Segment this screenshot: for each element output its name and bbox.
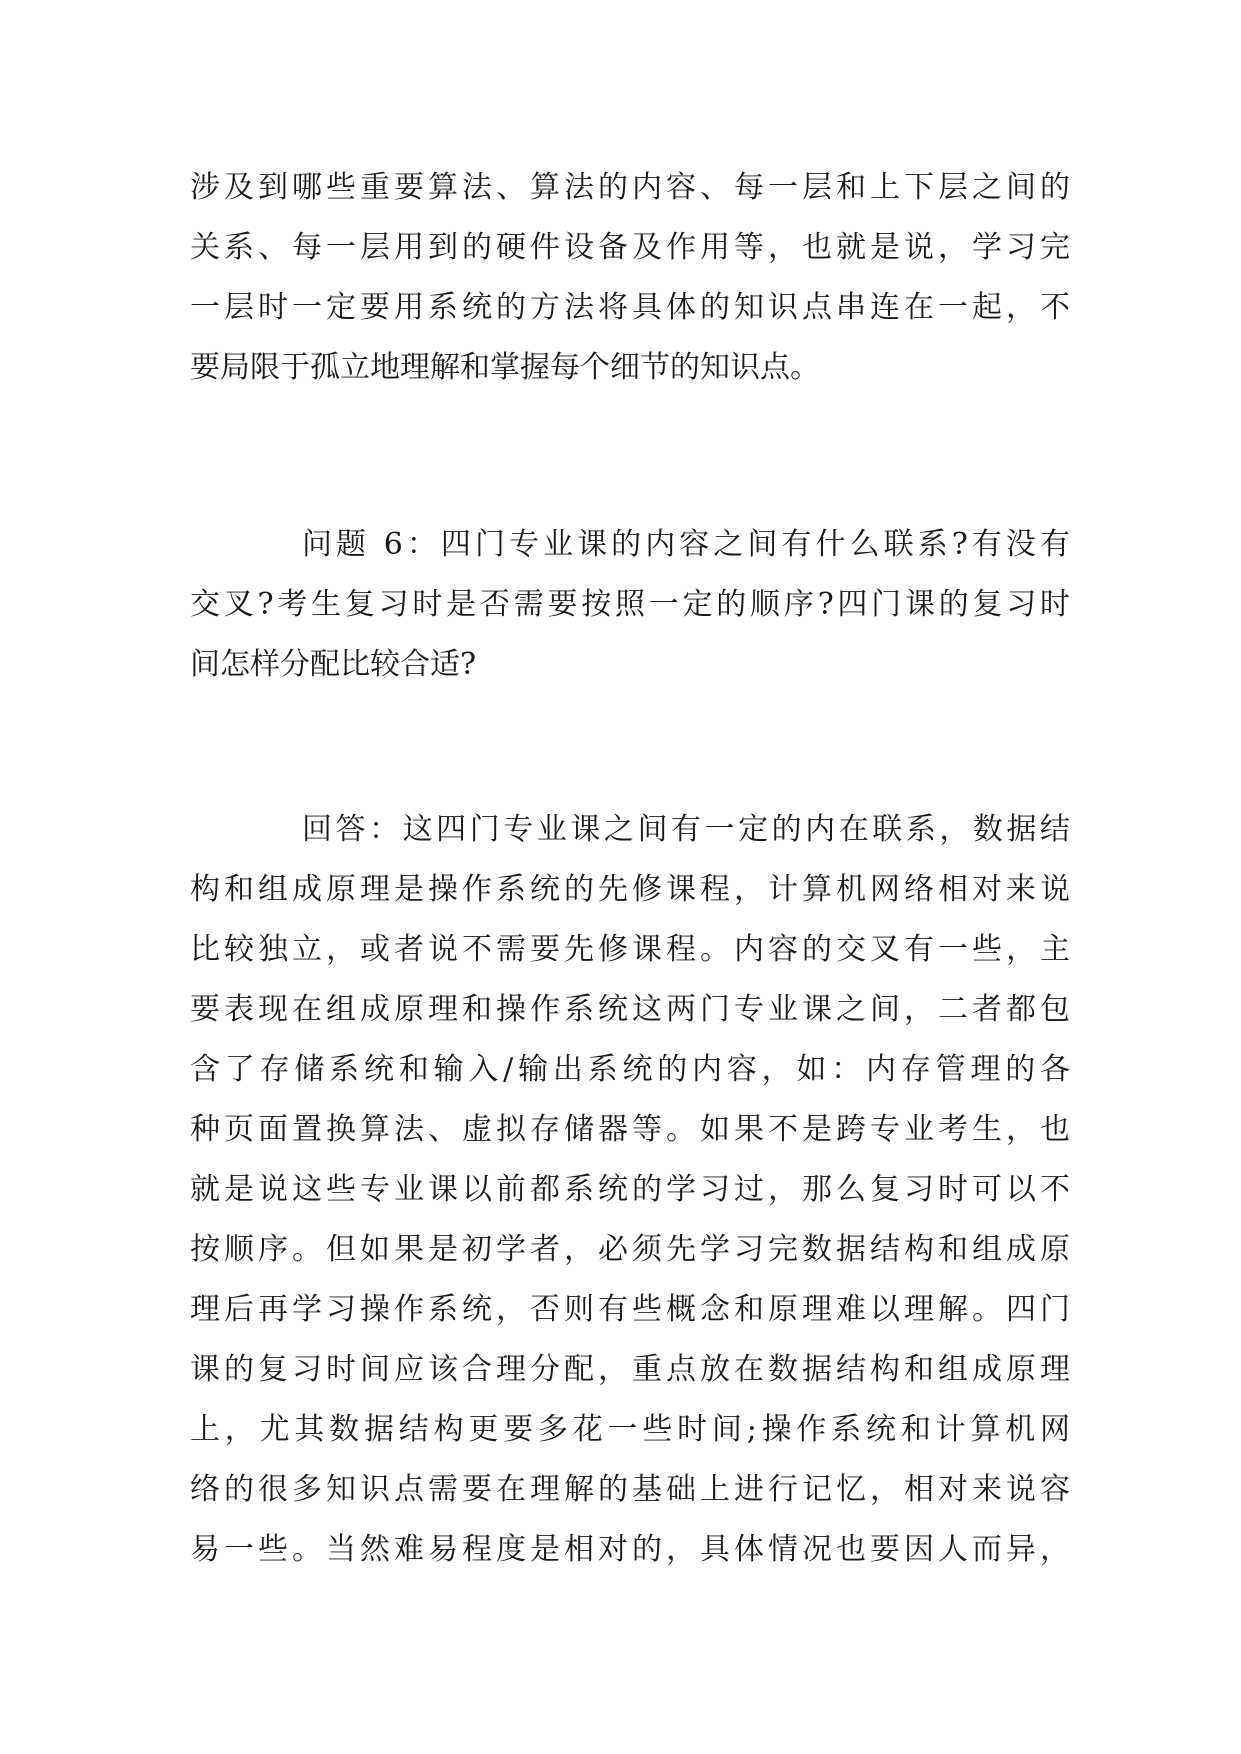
paragraph-question-6 <box>190 515 1070 695</box>
text-line: 间怎样分配比较合适? <box>190 647 477 682</box>
text-line: 络的很多知识点需要在理解的基础上进行记忆，相对来说容 <box>190 1472 1070 1507</box>
text-line: 回答：这四门专业课之间有一定的内在联系，数据结 <box>302 812 1070 847</box>
text-line: 按顺序。但如果是初学者，必须先学习完数据结构和组成原 <box>190 1232 1070 1267</box>
text-line: 问题 6：四门专业课的内容之间有什么联系?有没有 <box>302 527 1070 562</box>
paragraph-answer <box>190 800 1070 1580</box>
text-line: 要表现在组成原理和操作系统这两门专业课之间，二者都包 <box>190 992 1070 1027</box>
text-line: 含了存储系统和输入/输出系统的内容，如：内存管理的各 <box>190 1052 1070 1087</box>
text-line: 理后再学习操作系统，否则有些概念和原理难以理解。四门 <box>190 1292 1070 1327</box>
text-line: 易一些。当然难易程度是相对的，具体情况也要因人而异， <box>190 1532 1070 1567</box>
text-line: 种页面置换算法、虚拟存储器等。如果不是跨专业考生，也 <box>190 1112 1070 1147</box>
text-line: 课的复习时间应该合理分配，重点放在数据结构和组成原理 <box>190 1352 1070 1387</box>
text-line: 要局限于孤立地理解和掌握每个细节的知识点。 <box>190 350 820 385</box>
text-line: 关系、每一层用到的硬件设备及作用等，也就是说，学习完 <box>190 230 1070 265</box>
text-line: 交叉?考生复习时是否需要按照一定的顺序?四门课的复习时 <box>190 587 1070 622</box>
text-line: 构和组成原理是操作系统的先修课程，计算机网络相对来说 <box>190 872 1070 907</box>
text-line: 比较独立，或者说不需要先修课程。内容的交叉有一些，主 <box>190 932 1070 967</box>
text-line: 上，尤其数据结构更要多花一些时间;操作系统和计算机网 <box>190 1412 1070 1447</box>
paragraph-continuation <box>190 158 1070 398</box>
text-line: 一层时一定要用系统的方法将具体的知识点串连在一起，不 <box>190 290 1070 325</box>
text-line: 涉及到哪些重要算法、算法的内容、每一层和上下层之间的 <box>190 170 1070 205</box>
text-line: 就是说这些专业课以前都系统的学习过，那么复习时可以不 <box>190 1172 1070 1207</box>
